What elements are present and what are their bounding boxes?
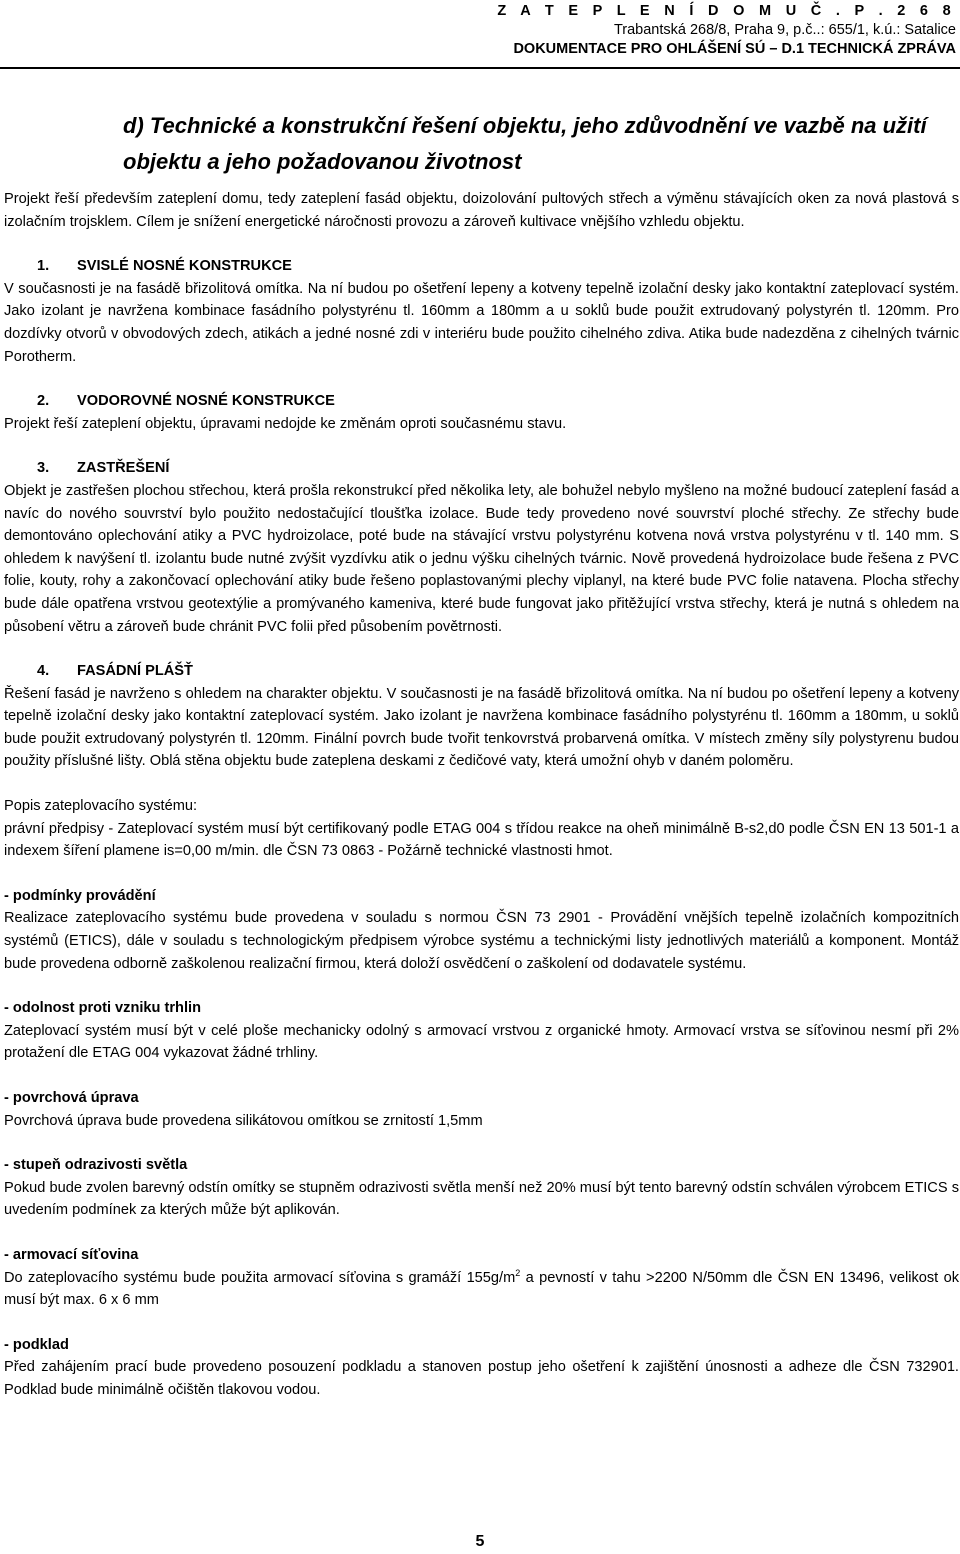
document-body [4, 188, 959, 1402]
item-3 [4, 457, 959, 638]
section-heading: d) Technické a konstrukční řešení objektu, jeho zdůvodnění ve vazbě na užití objektu a jeho požadovanou životnost [123, 113, 927, 174]
item-number: 4. [37, 663, 50, 680]
subsection-title: - stupeň odrazivosti světla [4, 1157, 188, 1174]
item-text: Objekt je zastřešen plochou střechou, která prošla rekonstrukcí před několika lety, ale bohužel nebylo myšleno na možné budoucí zateplení fasád a navíc do nového souvrství bylo použito nedostačující tloušťka izolace. Bude tedy provedeno nové souvrství ploché střechy. Ze střechy bude demontováno oplechování atiky a PVC hydroizolace, poté bude na stávající vrstvu polystyrénu kotvena nová vrstva polystyrénu v tl. 140 mm. S ohledem k navýšení tl. izolantu bude nutné zvýšit vyzdívku atik o jednu výšku cihelných tvárnic. Nově provedená hydroizolace bude řešena z PVC folie, kouty, rohy a zakončovací oplechování atiky bude řešeno poplastovanými plechy viplanyl, na které bude PVC folie natavena. Plocha střechy bude dále opatřena vrstvou geotextýlie a promývaného kameniva, které bude fungovat jako přitěžující vrstva střechy, která je nutná s ohledem na působení větru a zároveň bude chránit PVC folii před působením povětrnosti. [4, 482, 959, 635]
system-legal: právní předpisy - Zateplovací systém musí být certifikovaný podle ETAG 004 s třídou reakce na oheň minimálně B-s2,d0 podle ČSN EN 13 501-1 a indexem šíření plamene is=0,00 m/min. dle ČSN 73 0863 - Požárně technické vlastnosti hmot. [4, 820, 959, 860]
item-title: FASÁDNÍ PLÁŠŤ [77, 663, 193, 680]
document-header [497, 2, 956, 59]
subsection-title: - armovací síťovina [4, 1246, 139, 1263]
item-text: Řešení fasád je navrženo s ohledem na charakter objektu. V současnosti je na fasádě břizolitová omítka. Na ní budou po ošetření lepeny a kotveny tepelně izolační desky jako kontaktní zateplovací systém. Jako izolant je navržena kombinace fasádního polystyrénu tl. 160mm a 180mm, u soklů bude použit extrudovaný polystyrén tl. 120mm. Finální povrch bude tvořit tenkovrstvá probarvená omítka. V místech změny síly polystyrenu budou použity příslušné lišty. Oblá stěna objektu bude zateplena deskami z čedičové vaty, která umožní ohyb v daném poloměru. [4, 685, 959, 770]
page-number: 5 [475, 1533, 485, 1550]
subsection-crack-resistance [4, 997, 959, 1065]
subsection-conditions [4, 885, 959, 975]
item-heading [4, 390, 959, 413]
system-label: Popis zateplovacího systému: [4, 798, 198, 815]
subsection-surface-finish [4, 1087, 959, 1132]
subsection-reinforcing-mesh [4, 1244, 959, 1312]
item-heading [4, 457, 959, 480]
item-2 [4, 390, 959, 435]
item-title: ZASTŘEŠENÍ [77, 460, 170, 477]
subsection-title: - podklad [4, 1336, 69, 1353]
item-title: VODOROVNÉ NOSNÉ KONSTRUKCE [77, 393, 335, 410]
item-4 [4, 660, 959, 773]
item-number: 3. [37, 460, 50, 477]
subsection-text: Před zahájením prací bude provedeno posouzení podkladu a stanoven postup jeho ošetření k zajištění únosnosti a adheze dle ČSN 732901. Podklad bude minimálně očištěn tlakovou vodou. [4, 1359, 959, 1398]
subsection-title: - povrchová úprava [4, 1090, 139, 1106]
subsection-text: Zateplovací systém musí být v celé ploše mechanicky odolný s armovací vrstvou z organické hmoty. Armovací vrstva se síťovinou nesmí při 2% protažení dle ETAG 004 vykazovat žádné trhliny. [4, 1022, 959, 1062]
subsection-text: Realizace zateplovacího systému bude provedena v souladu s normou ČSN 73 2901 - Provádění vnějších tepelně izolačních kompozitních systémů (ETICS), dále v souladu s technologickým předpisem výrobce systému a technickými listy jednotlivých materiálů a komponent. Montáž bude provedena odborně zaškolenou realizační firmou, která doloží osvědčení o zaškolení od dodavatele systému. [4, 910, 959, 972]
item-heading [4, 255, 959, 278]
subsection-text: Pokud bude zvolen barevný odstín omítky se stupněm odrazivosti světla menší než 20% musí být tento barevný odstín schválen výrobcem ETICS s uvedením podmínek za kterých může být aplikován. [4, 1179, 959, 1219]
subsection-substrate [4, 1334, 959, 1402]
header-address: Trabantská 268/8, Praha 9, p.č..: 655/1, k.ú.: Satalice [613, 22, 956, 38]
intro-paragraph: Projekt řeší především zateplení domu, tedy zateplení fasád objektu, doizolování pultových střech a výměnu stávajících oken za nová plastová s izolačním trojsklem. Cílem je snížení energetické náročnosti provozu a zároveň kultivace vnějšího vzhledu objektu. [4, 191, 959, 230]
subsection-title: - podmínky provádění [4, 887, 156, 904]
superscript: 2 [515, 1267, 521, 1278]
mesh-text-end: a pevností v tahu >2200 N/50mm dle ČSN EN 13496, velikost ok musí být max. 6 x 6 mm [4, 1269, 959, 1309]
header-title: Z A T E P L E N Í D O M U Č . P . 2 6 8 [497, 3, 956, 19]
item-text: Projekt řeší zateplení objektu, úpravami nedojde ke změnám oproti současnému stavu. [4, 415, 567, 432]
header-rule [0, 67, 960, 69]
header-document-type: DOKUMENTACE PRO OHLÁŠENÍ SÚ – D.1 TECHNICKÁ ZPRÁVA [513, 41, 956, 57]
subsection-text: Povrchová úprava bude provedena silikátovou omítkou se zrnitostí 1,5mm [4, 1112, 483, 1129]
item-title: SVISLÉ NOSNÉ KONSTRUKCE [77, 258, 292, 275]
subsection-title: - odolnost proti vzniku trhlin [4, 1000, 201, 1017]
mesh-text-start: Do zateplovacího systému bude použita armovací síťovina s gramáží 155g/m [4, 1269, 516, 1286]
subsection-light-reflectance [4, 1154, 959, 1222]
subsection-text [4, 1267, 959, 1312]
item-number: 1. [37, 258, 50, 275]
item-text: V současnosti je na fasádě břizolitová omítka. Na ní budou po ošetření lepeny a kotveny tepelně izolační desky jako kontaktní zateplovací systém. Jako izolant je navržena kombinace fasádního polystyrénu tl. 160mm a 180mm a u soklů bude použit extrudovaný polystyrén tl. 120mm. Pro dozdívky otvorů v obvodových zdech, atikách a jedné nosné zdi v interiéru bude použito cihelného zdiva. Atika bude nadezděna z cihelných tvárnic Porotherm. [4, 280, 959, 365]
item-number: 2. [37, 393, 50, 410]
item-1 [4, 255, 959, 368]
item-heading [4, 660, 959, 683]
